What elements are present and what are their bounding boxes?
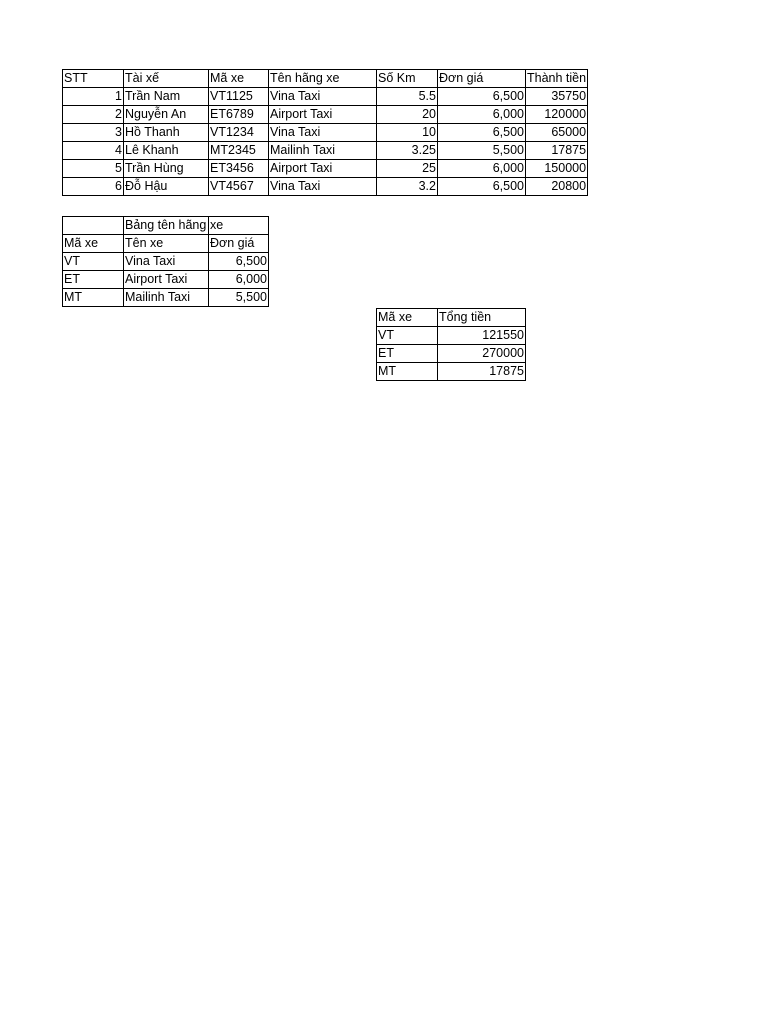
cell-company[interactable]: Vina Taxi (269, 124, 377, 142)
cell-km[interactable]: 3.25 (377, 142, 438, 160)
table-row (63, 142, 588, 160)
header-cell-code[interactable]: Mã xe (377, 309, 438, 327)
table-row (377, 327, 526, 345)
table-row (377, 363, 526, 381)
header-cell-total[interactable]: Tổng tiền (438, 309, 526, 327)
table-header-row (377, 309, 526, 327)
cell-stt[interactable]: 3 (63, 124, 124, 142)
cell-name[interactable]: Vina Taxi (124, 253, 209, 271)
header-cell-name[interactable]: Tên xe (124, 235, 209, 253)
cell-code[interactable]: VT1125 (209, 88, 269, 106)
cell-stt[interactable]: 5 (63, 160, 124, 178)
cell-driver[interactable]: Hồ Thanh (124, 124, 209, 142)
cell-driver[interactable]: Lê Khanh (124, 142, 209, 160)
cell-code[interactable]: VT1234 (209, 124, 269, 142)
header-cell-driver[interactable]: Tài xế (124, 70, 209, 88)
table-row (63, 178, 588, 196)
table-row (63, 253, 269, 271)
header-cell-total[interactable]: Thành tiền (526, 70, 588, 88)
cell-total[interactable]: 270000 (438, 345, 526, 363)
cell-code[interactable]: VT4567 (209, 178, 269, 196)
cell-price[interactable]: 6,500 (438, 124, 526, 142)
empty-cell[interactable] (63, 217, 124, 235)
header-cell-price[interactable]: Đơn giá (209, 235, 269, 253)
cell-name[interactable]: Airport Taxi (124, 271, 209, 289)
cell-price[interactable]: 5,500 (438, 142, 526, 160)
cell-stt[interactable]: 4 (63, 142, 124, 160)
header-cell-code[interactable]: Mã xe (63, 235, 124, 253)
cell-code[interactable]: ET6789 (209, 106, 269, 124)
summary-table (376, 308, 526, 381)
table-row (63, 124, 588, 142)
cell-km[interactable]: 5.5 (377, 88, 438, 106)
cell-total[interactable]: 121550 (438, 327, 526, 345)
table-header-row (63, 70, 588, 88)
cell-stt[interactable]: 1 (63, 88, 124, 106)
cell-code[interactable]: VT (377, 327, 438, 345)
cell-code[interactable]: MT2345 (209, 142, 269, 160)
cell-total[interactable]: 120000 (526, 106, 588, 124)
cell-name[interactable]: Mailinh Taxi (124, 289, 209, 307)
cell-driver[interactable]: Đỗ Hậu (124, 178, 209, 196)
cell-driver[interactable]: Trần Hùng (124, 160, 209, 178)
cell-company[interactable]: Vina Taxi (269, 88, 377, 106)
cell-price[interactable]: 6,000 (209, 271, 269, 289)
cell-price[interactable]: 6,000 (438, 160, 526, 178)
cell-km[interactable]: 25 (377, 160, 438, 178)
cell-price[interactable]: 5,500 (209, 289, 269, 307)
cell-company[interactable]: Mailinh Taxi (269, 142, 377, 160)
cell-company[interactable]: Airport Taxi (269, 160, 377, 178)
table-row (63, 88, 588, 106)
cell-code[interactable]: MT (377, 363, 438, 381)
cell-km[interactable]: 10 (377, 124, 438, 142)
cell-code[interactable]: ET (377, 345, 438, 363)
cell-code[interactable]: MT (63, 289, 124, 307)
lookup-title-cell[interactable]: Bảng tên hãng (124, 217, 209, 235)
header-cell-code[interactable]: Mã xe (209, 70, 269, 88)
table-header-row (63, 235, 269, 253)
cell-total[interactable]: 65000 (526, 124, 588, 142)
table-row (63, 106, 588, 124)
header-cell-price[interactable]: Đơn giá (438, 70, 526, 88)
cell-stt[interactable]: 2 (63, 106, 124, 124)
cell-total[interactable]: 17875 (526, 142, 588, 160)
table-row (63, 271, 269, 289)
header-cell-company[interactable]: Tên hãng xe (269, 70, 377, 88)
taxi-trips-table (62, 69, 588, 196)
cell-km[interactable]: 20 (377, 106, 438, 124)
table-row (63, 289, 269, 307)
cell-code[interactable]: VT (63, 253, 124, 271)
company-lookup-table (62, 216, 269, 307)
cell-price[interactable]: 6,500 (438, 178, 526, 196)
cell-price[interactable]: 6,000 (438, 106, 526, 124)
cell-total[interactable]: 35750 (526, 88, 588, 106)
cell-code[interactable]: ET (63, 271, 124, 289)
cell-code[interactable]: ET3456 (209, 160, 269, 178)
lookup-title-row (63, 217, 269, 235)
header-cell-stt[interactable]: STT (63, 70, 124, 88)
cell-total[interactable]: 17875 (438, 363, 526, 381)
table-row (63, 160, 588, 178)
table-row (377, 345, 526, 363)
cell-driver[interactable]: Nguyễn An (124, 106, 209, 124)
cell-price[interactable]: 6,500 (209, 253, 269, 271)
cell-km[interactable]: 3.2 (377, 178, 438, 196)
cell-driver[interactable]: Trần Nam (124, 88, 209, 106)
header-cell-km[interactable]: Số Km (377, 70, 438, 88)
cell-stt[interactable]: 6 (63, 178, 124, 196)
cell-total[interactable]: 150000 (526, 160, 588, 178)
cell-company[interactable]: Vina Taxi (269, 178, 377, 196)
cell-company[interactable]: Airport Taxi (269, 106, 377, 124)
lookup-title-cell-continued[interactable]: xe (209, 217, 269, 235)
cell-price[interactable]: 6,500 (438, 88, 526, 106)
cell-total[interactable]: 20800 (526, 178, 588, 196)
